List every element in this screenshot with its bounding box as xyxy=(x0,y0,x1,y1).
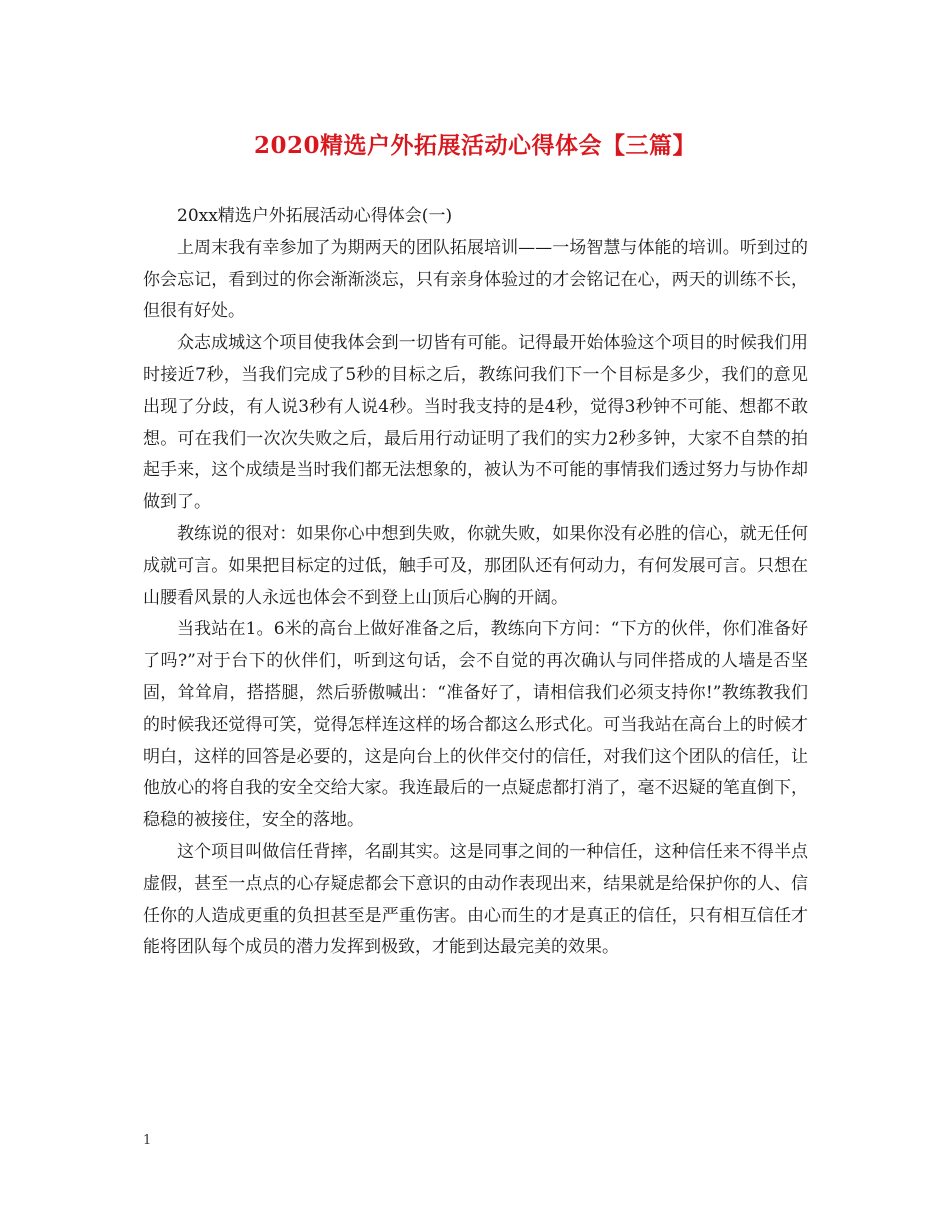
page-number: 1 xyxy=(143,1133,152,1148)
paragraph: 上周末我有幸参加了为期两天的团队拓展培训——一场智慧与体能的培训。听到过的你会忘记，看到过的你会渐渐淡忘，只有亲身体验过的才会铭记在心，两天的训练不长，但很有好处。 xyxy=(143,237,808,322)
section-heading: 20xx精选户外拓展活动心得体会(一) xyxy=(177,206,453,226)
paragraph: 当我站在1。6米的高台上做好准备之后，教练向下方问：“下方的伙伴，你们准备好了吗?”对于台下的伙伴们，听到这句话，会不自觉的再次确认与同伴搭成的人墙是否坚固，耸耸肩，搭搭腿，然后骄傲喊出：“准备好了，请相信我们必须支持你!”教练教我们的时候我还觉得可笑，觉得怎样连这样的场合都这么形式化。可当我站在高台上的时候才明白，这样的回答是必要的，这是向台上的伙伴交付的信任，对我们这个团队的信任，让他放心的将自我的安全交给大家。我连最后的一点疑虑都打消了，毫不迟疑的笔直倒下，稳稳的被接住，安全的落地。 xyxy=(143,619,808,831)
paragraph: 这个项目叫做信任背摔，名副其实。这是同事之间的一种信任，这种信任来不得半点虚假，甚至一点点的心存疑虑都会下意识的由动作表现出来，结果就是给保护你的人、信任你的人造成更重的负担甚至是严重伤害。由心而生的才是真正的信任，只有相互信任才能将团队每个成员的潜力发挥到极致，才能到达最完美的效果。 xyxy=(143,841,808,958)
paragraph: 教练说的很对：如果你心中想到失败，你就失败，如果你没有必胜的信心，就无任何成就可言。如果把目标定的过低，触手可及，那团队还有何动力，有何发展可言。只想在山腰看风景的人永远也体会不到登上山顶后心胸的开阔。 xyxy=(143,523,808,608)
paragraph: 众志成城这个项目使我体会到一切皆有可能。记得最开始体验这个项目的时候我们用时接近7秒，当我们完成了5秒的目标之后，教练问我们下一个目标是多少，我们的意见出现了分歧，有人说3秒有人说4秒。当时我支持的是4秒，觉得3秒钟不可能、想都不敢想。可在我们一次次失败之后，最后用行动证明了我们的实力2秒多钟，大家不自禁的拍起手来，这个成绩是当时我们都无法想象的，被认为不可能的事情我们透过努力与协作却做到了。 xyxy=(143,333,808,513)
document-body xyxy=(143,201,808,964)
document-title: 2020精选户外拓展活动心得体会【三篇】 xyxy=(253,132,696,159)
